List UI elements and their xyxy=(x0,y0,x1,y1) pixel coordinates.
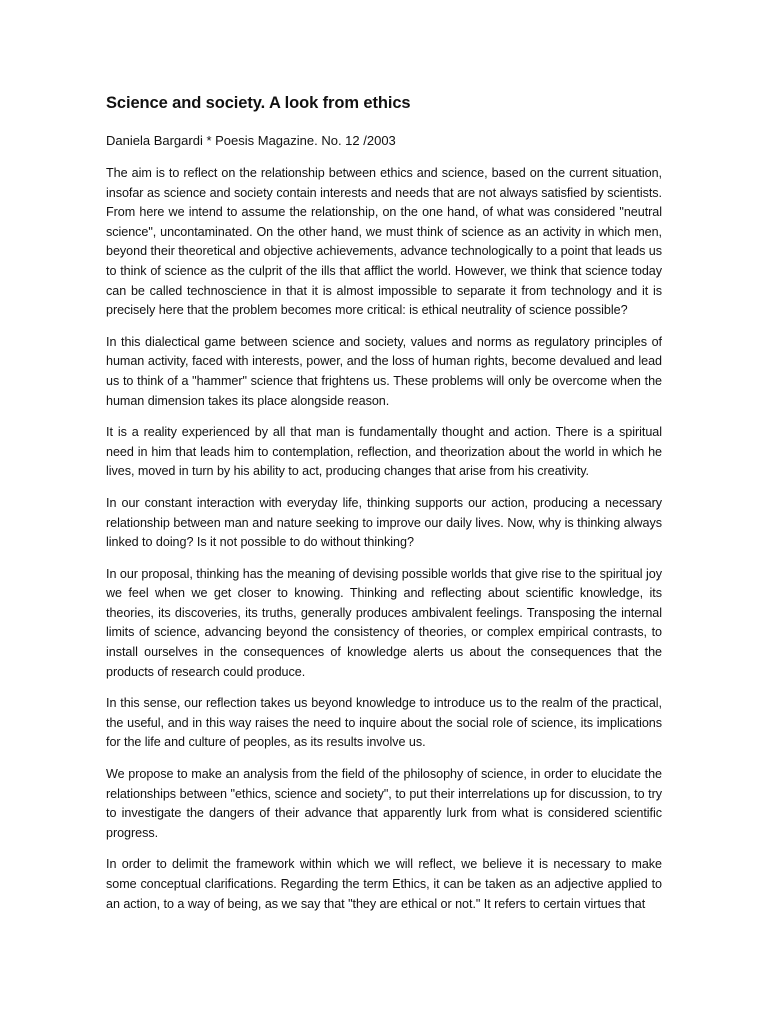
document-title: Science and society. A look from ethics xyxy=(106,94,411,112)
paragraph-7: We propose to make an analysis from the field of the philosophy of science, in order to elucidate the relationships between "ethics, science and society", to put their interrelations up for discussion, to try to investigate the dangers of their advance that apparently lurk from what is considered scientific progress. xyxy=(106,767,662,840)
paragraph-8: In order to delimit the framework within which we will reflect, we believe it is necessary to make some conceptual clarifications. Regarding the term Ethics, it can be taken as an adjective applied to an action, to a way of being, as we say that "they are ethical or not." It refers to certain virtues that xyxy=(106,857,662,911)
paragraph-3: It is a reality experienced by all that man is fundamentally thought and action. There is a spiritual need in him that leads him to contemplation, reflection, and theorization about the world in which he lives, moved in turn by his ability to act, producing changes that arise from his creativity. xyxy=(106,425,662,479)
paragraph-4: In our constant interaction with everyday life, thinking supports our action, producing a necessary relationship between man and nature seeking to improve our daily lives. Now, why is thinking always linked to doing? Is it not possible to do without thinking? xyxy=(106,495,662,550)
document-page xyxy=(106,92,662,926)
paragraph-6: In this sense, our reflection takes us beyond knowledge to introduce us to the realm of the practical, the useful, and in this way raises the need to inquire about the social role of science, its implications for the life and culture of peoples, as its results involve us. xyxy=(106,696,662,750)
paragraph-1: The aim is to reflect on the relationship between ethics and science, based on the current situation, insofar as science and society contain interests and needs that are not always satisfied by scientists. From here we intend to assume the relationship, on the one hand, of what was considered "neutral science", uncontaminated. On the other hand, we must think of science as an activity in which men, beyond their theoretical and objective achievements, advance technologically to a point that leads us to think of science as the culprit of the ills that afflict the world. However, we think that science today can be called technoscience in that it is almost impossible to separate it from technology and it is precisely here that the problem becomes more critical: is ethical neutrality of science possible? xyxy=(106,166,662,318)
paragraph-2: In this dialectical game between science and society, values and norms as regulatory principles of human activity, faced with interests, power, and the loss of human rights, become devalued and lead us to think of a "hammer" science that frightens us. These problems will only be overcome when the human dimension takes its place alongside reason. xyxy=(106,334,662,408)
document-byline: Daniela Bargardi * Poesis Magazine. No. 12 /2003 xyxy=(106,133,396,148)
paragraph-5: In our proposal, thinking has the meaning of devising possible worlds that give rise to the spiritual joy we feel when we get closer to knowing. Thinking and reflecting about scientific knowledge, its theories, its discoveries, its truths, generally produces ambivalent feelings. Transposing the internal limits of science, advancing beyond the consistency of theories, or complex empirical contrasts, to install ourselves in the consequences of knowledge alerts us about the consequences that the products of research could produce. xyxy=(106,566,662,679)
